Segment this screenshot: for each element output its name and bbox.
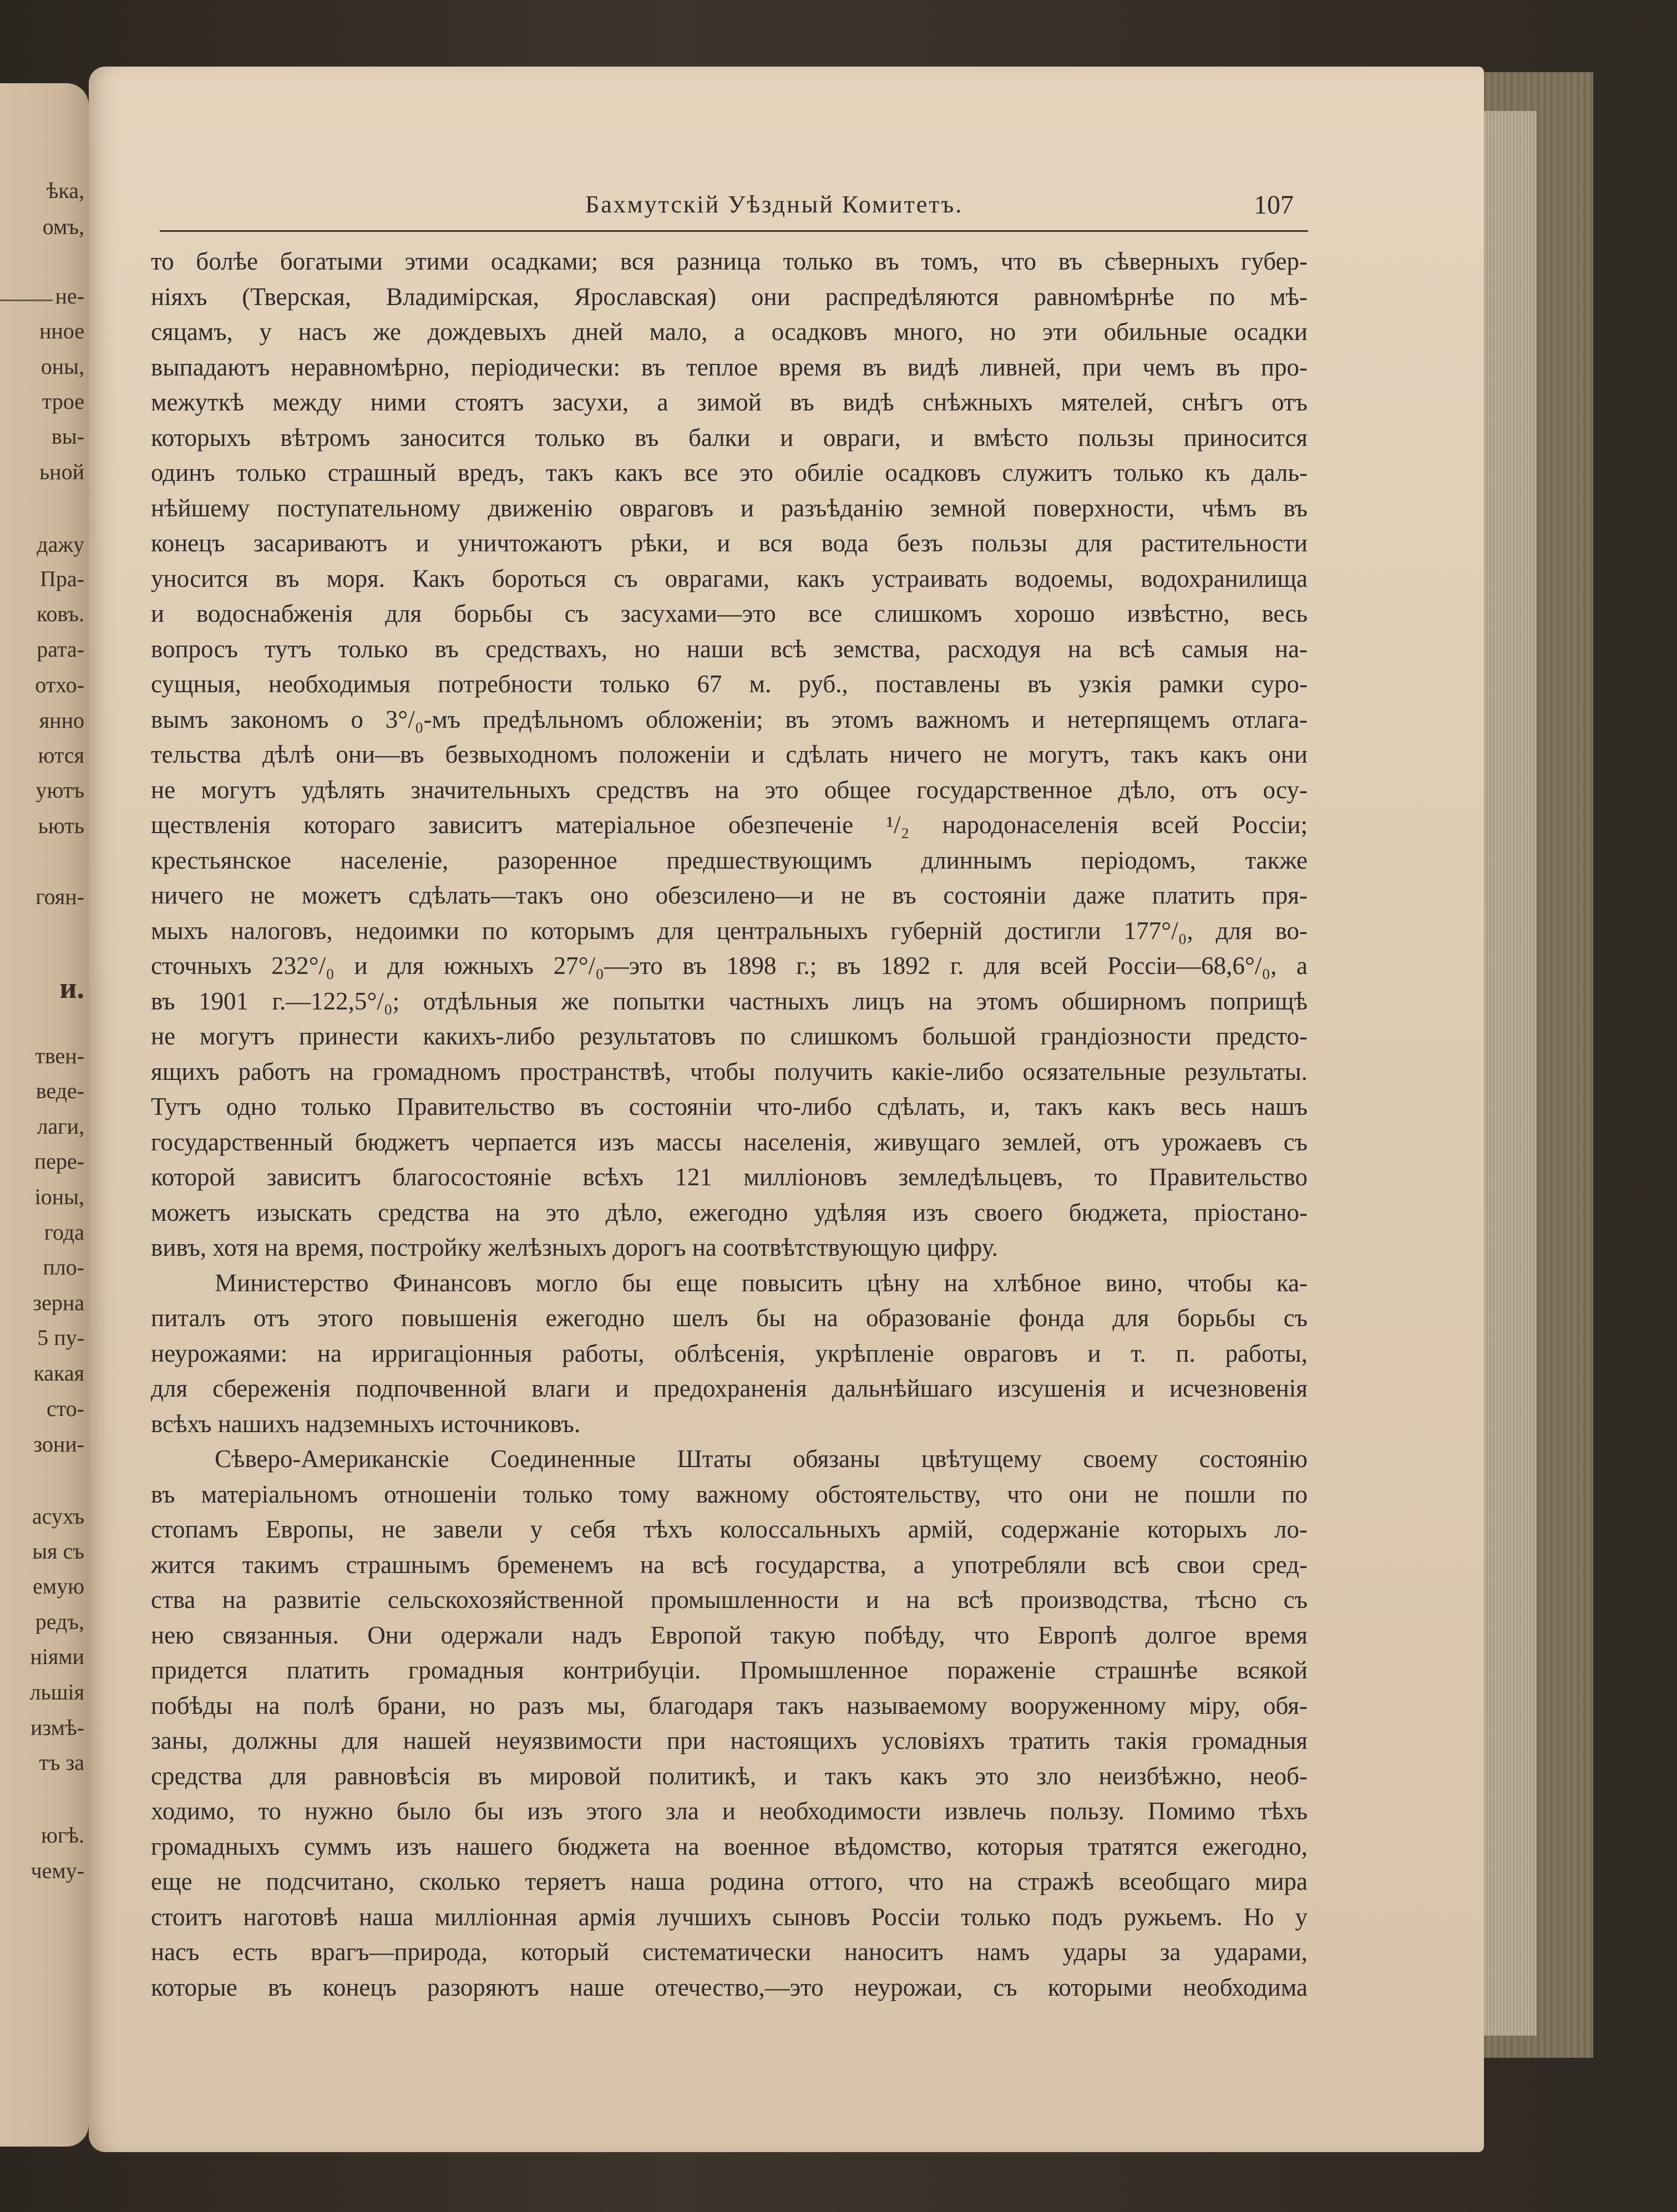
text-line: еще не подсчитано, сколько теряетъ наша родина оттого, что на стражѣ всеобщаго мира bbox=[151, 1868, 1308, 1895]
text-line: Министерство Финансовъ могло бы еще повысить цѣну на хлѣбное вино, чтобы ка- bbox=[215, 1269, 1308, 1297]
previous-page-fragment: югѣ. bbox=[40, 1823, 84, 1848]
previous-page-fragment: зони- bbox=[33, 1432, 84, 1457]
text-line: не могутъ принести какихъ-либо результатовъ по слишкомъ большой грандіозности предсто- bbox=[151, 1022, 1308, 1050]
text-line: стоитъ наготовѣ наша милліонная армія лучшихъ сыновъ Россіи только подъ ружьемъ. Но у bbox=[151, 1902, 1308, 1931]
text-line: тельства дѣлѣ они—въ безвыходномъ положеніи и сдѣлать ничего не могутъ, такъ какъ они bbox=[151, 740, 1308, 768]
text-line: можетъ изыскать средства на это дѣло, ежегодно удѣляя изъ своего бюджета, пріостано- bbox=[151, 1198, 1308, 1226]
previous-page-fragment: ковъ. bbox=[37, 601, 84, 626]
text-line: ничего не можетъ сдѣлать—такъ оно обезсилено—и не въ состояніи даже платить пря- bbox=[151, 881, 1308, 909]
text-line: въ матеріальномъ отношеніи только тому важному обстоятельству, что они не пошли по bbox=[151, 1480, 1308, 1508]
previous-page-fragment: чему- bbox=[31, 1858, 84, 1883]
text-line: и водоснабженія для борьбы съ засухами—это все слишкомъ хорошо извѣстно, весь bbox=[151, 600, 1308, 627]
previous-page-fragment: и. bbox=[59, 971, 84, 1004]
previous-page-fragment: омъ, bbox=[42, 214, 84, 239]
body-text bbox=[151, 244, 1308, 2005]
previous-page-fragment: какая bbox=[33, 1361, 84, 1386]
previous-page-fragment: вы- bbox=[51, 424, 84, 449]
text-line: Тутъ одно только Правительство въ состояніи что-либо сдѣлать, и, такъ какъ весь нашъ bbox=[151, 1093, 1308, 1120]
text-line: жится такимъ страшнымъ бременемъ на всѣ государства, а употребляли всѣ свои сред- bbox=[151, 1550, 1308, 1579]
previous-page-fragment: іоны, bbox=[34, 1184, 84, 1209]
previous-page-fragment: ются bbox=[38, 743, 84, 768]
text-line: которые въ конецъ разоряютъ наше отечество,—это неурожаи, съ которыми необходима bbox=[151, 1973, 1308, 2001]
text-line: ніяхъ (Тверская, Владимірская, Ярославская) они распредѣляются равномѣрнѣе по мѣ- bbox=[151, 282, 1308, 311]
previous-page-fragment: лаги, bbox=[37, 1114, 84, 1139]
text-line: одинъ только страшный вредъ, такъ какъ все это обиліе осадковъ служитъ только къ даль- bbox=[151, 459, 1308, 486]
text-line: сяцамъ, у насъ же дождевыхъ дней мало, а осадковъ много, но эти обильные осадки bbox=[151, 318, 1308, 346]
previous-page-fragment: твен- bbox=[35, 1043, 84, 1068]
text-line: сущныя, необходимыя потребности только 67 м. руб., поставлены въ узкія рамки суро- bbox=[151, 670, 1308, 698]
previous-page-fragment: измѣ- bbox=[31, 1715, 84, 1740]
text-line: ства на развитіе сельскохозяйственной промышленности и на всѣ производства, тѣсно съ bbox=[151, 1586, 1308, 1614]
text-line: насъ есть врагъ—природа, который систематически наноситъ намъ удары за ударами, bbox=[151, 1938, 1308, 1966]
previous-page-fragment: нное bbox=[39, 318, 84, 343]
previous-page-fragment: гоян- bbox=[36, 884, 84, 909]
previous-page-fragment: трое bbox=[42, 389, 84, 414]
text-line: придется платить громадныя контрибуціи. Промышленное пораженіе страшнѣе всякой bbox=[151, 1656, 1308, 1684]
previous-page-fragment: ѣка, bbox=[46, 178, 84, 203]
previous-page-fragment: ьной bbox=[39, 459, 84, 484]
text-line: которой зависитъ благосостояніе всѣхъ 121 милліоновъ земледѣльцевъ, то Правительство bbox=[151, 1163, 1308, 1191]
text-line: для сбереженія подпочвенной влаги и предохраненія дальнѣйшаго изсушенія и исчезновенія bbox=[151, 1374, 1308, 1402]
text-line: нѣйшему поступательному движенію овраговъ и разъѣданію земной поверхности, чѣмъ въ bbox=[151, 494, 1308, 522]
text-line: питалъ отъ этого повышенія ежегодно шелъ бы на образованіе фонда для борьбы съ bbox=[151, 1304, 1308, 1332]
text-line: неурожаями: на ирригаціонныя работы, облѣсенія, укрѣпленіе овраговъ и т. п. работы, bbox=[151, 1339, 1308, 1367]
previous-page-fragment: уютъ bbox=[36, 778, 84, 803]
previous-page-fragment: оны, bbox=[40, 354, 84, 379]
text-line: всѣхъ нашихъ надземныхъ источниковъ. bbox=[151, 1409, 581, 1438]
text-line: крестьянское населеніе, разоренное предшествующимъ длиннымъ періодомъ, также bbox=[151, 846, 1308, 874]
text-line: средства для равновѣсія въ мировой политикѣ, и такъ какъ это зло неизбѣжно, необ- bbox=[151, 1762, 1308, 1790]
text-line: въ 1901 г.—122,5°/₀; отдѣльныя же попытки частныхъ лицъ на этомъ обширномъ поприщѣ bbox=[151, 987, 1308, 1015]
previous-page-fragment: ьють bbox=[38, 813, 84, 838]
previous-page-fragment: пере- bbox=[34, 1149, 84, 1174]
previous-page-fragment: янно bbox=[39, 708, 84, 733]
text-line: ществленія котораго зависитъ матеріальное обезпеченіе ¹/₂ народонаселенія всей Россіи; bbox=[151, 811, 1308, 839]
text-line: межуткѣ между ними стоятъ засухи, а зимой въ видѣ снѣжныхъ мятелей, снѣгъ отъ bbox=[151, 388, 1308, 416]
text-line: нею связанныя. Они одержали надъ Европой такую побѣду, что Европѣ долгое время bbox=[151, 1621, 1308, 1649]
previous-page-fragment: Пра- bbox=[40, 566, 84, 591]
text-line: Сѣверо-Американскіе Соединенные Штаты обязаны цвѣтущему своему состоянію bbox=[215, 1445, 1308, 1473]
text-line: которыхъ вѣтромъ заносится только въ балки и овраги, и вмѣсто пользы приносится bbox=[151, 423, 1308, 451]
previous-page-fragment: емую bbox=[33, 1574, 84, 1599]
book-page bbox=[89, 67, 1484, 2152]
text-line: государственный бюджетъ черпается изъ массы населенія, живущаго землей, отъ урожаевъ съ bbox=[151, 1128, 1308, 1156]
text-line: выпадаютъ неравномѣрно, періодически: въ теплое время въ видѣ ливней, при чемъ въ про- bbox=[151, 353, 1308, 381]
text-line: конецъ засариваютъ и уничтожаютъ рѣки, и вся вода безъ пользы для растительности bbox=[151, 529, 1308, 557]
previous-page-fragment: года bbox=[44, 1220, 84, 1245]
previous-page-fragment: сто- bbox=[46, 1396, 84, 1421]
previous-page-fragment: асухъ bbox=[32, 1504, 84, 1529]
previous-page-fragment: пло- bbox=[43, 1255, 84, 1280]
text-line: заны, должны для нашей неуязвимости при настоящихъ условіяхъ тратить такія громадныя bbox=[151, 1727, 1308, 1754]
previous-page-fragment: дажу bbox=[37, 532, 84, 557]
text-line: мыхъ налоговъ, недоимки по которымъ для центральныхъ губерній достигли 177°/₀, для во- bbox=[151, 916, 1308, 945]
running-head-title: Бахмутскій Уѣздный Комитетъ. bbox=[585, 191, 964, 218]
previous-page-fragment: рата- bbox=[37, 637, 84, 662]
text-line: ящихъ работъ на громадномъ пространствѣ, чтобы получить какіе-либо осязательные результаты. bbox=[151, 1057, 1308, 1085]
text-line: сточныхъ 232°/₀ и для южныхъ 27°/₀—это въ 1898 г.; въ 1892 г. для всей Россіи—68,6°/₀, а bbox=[151, 952, 1308, 980]
previous-page-fragment: ыя съ bbox=[32, 1539, 84, 1564]
text-line: уносится въ моря. Какъ бороться съ оврагами, какъ устраивать водоемы, водохранилища bbox=[151, 564, 1308, 592]
text-line: вымъ закономъ о 3°/₀-мъ предѣльномъ обложеніи; въ этомъ важномъ и нетерпящемъ отлага- bbox=[151, 705, 1308, 733]
previous-page-fragment: веде- bbox=[36, 1078, 84, 1103]
text-line: то болѣе богатыми этими осадками; вся разница только въ томъ, что въ сѣверныхъ губер- bbox=[151, 247, 1308, 275]
text-line: вивъ, хотя на время, постройку желѣзныхъ дорогъ на соотвѣтствующую цифру. bbox=[151, 1234, 998, 1261]
previous-page-rule bbox=[0, 300, 53, 301]
text-line: не могутъ удѣлять значительныхъ средствъ на это общее государственное дѣло, отъ осу- bbox=[151, 775, 1308, 804]
text-line: побѣды на полѣ брани, но разъ мы, благодаря такъ называемому вооруженному міру, обя- bbox=[151, 1691, 1308, 1719]
text-line: вопросъ тутъ только въ средствахъ, но наши всѣ земства, расходуя на всѣ самыя на- bbox=[151, 635, 1308, 663]
previous-page-fragment: редъ, bbox=[35, 1609, 84, 1634]
page-edges bbox=[1476, 111, 1537, 2036]
previous-page-fragment: не- bbox=[55, 283, 84, 308]
previous-page-fragment: ніями bbox=[30, 1644, 84, 1669]
header-rule bbox=[160, 230, 1308, 232]
previous-page-fragment: льшія bbox=[29, 1680, 84, 1704]
previous-page-fragment: тъ за bbox=[39, 1750, 84, 1775]
text-line: стопамъ Европы, не завели у себя тѣхъ колоссальныхъ армій, содержаніе которыхъ ло- bbox=[151, 1515, 1308, 1543]
text-line: громадныхъ суммъ изъ нашего бюджета на военное вѣдомство, которыя тратятся ежегодно, bbox=[151, 1832, 1308, 1860]
text-line: ходимо, то нужно было бы изъ этого зла и необходимости извлечь пользу. Помимо тѣхъ bbox=[151, 1797, 1308, 1825]
previous-page-fragment: зерна bbox=[33, 1290, 84, 1315]
previous-page-strip bbox=[0, 83, 89, 2147]
previous-page-fragment: отхо- bbox=[35, 672, 84, 697]
previous-page-fragment: 5 пу- bbox=[37, 1325, 84, 1350]
page-number: 107 bbox=[1254, 190, 1294, 220]
